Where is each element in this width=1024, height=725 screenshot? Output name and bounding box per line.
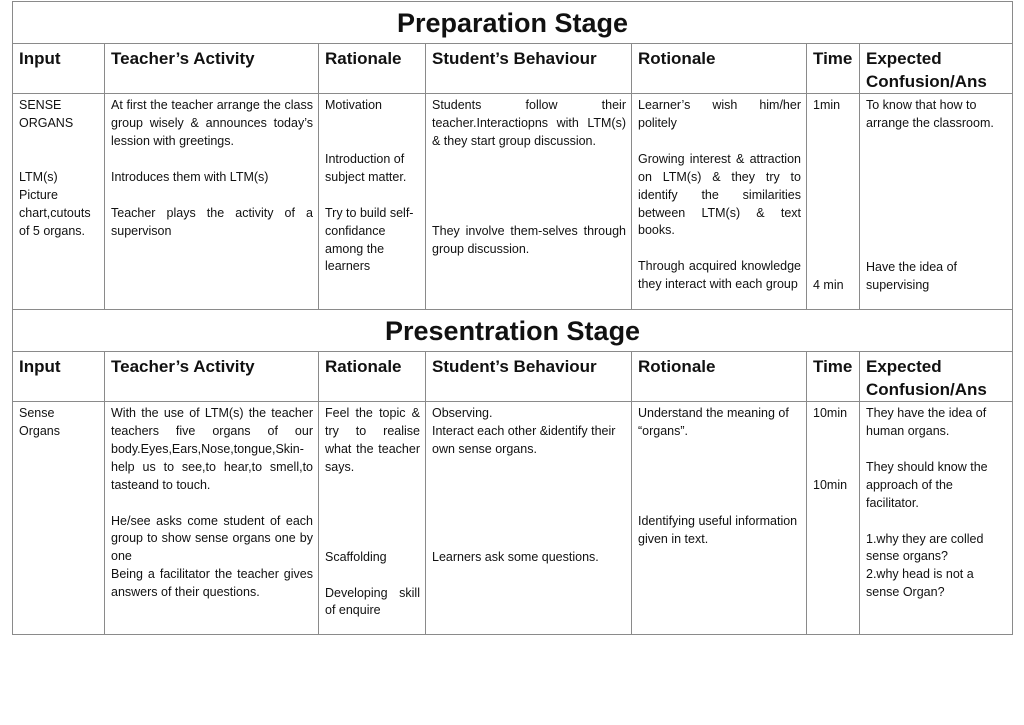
- lesson-plan-table: [12, 1, 1013, 635]
- header-input: Input: [13, 352, 105, 402]
- prep-input-line: of 5 organs.: [19, 223, 86, 238]
- prep-rotionale-text: Learner’s wish him/her politely: [638, 98, 801, 130]
- presentation-header-row: [13, 352, 1013, 402]
- header-rationale: Rationale: [319, 44, 426, 94]
- pres-teacher-text: With the use of LTM(s) the teacher teachers five organs of our body.Eyes,Ears,Nose,tongue,Skin- help us to see,to hear,to smell,to tasteand to touch.: [111, 406, 313, 492]
- pres-expected-text: They should know the approach of the facilitator.: [866, 459, 988, 510]
- header-students-behaviour: Student’s Behaviour: [426, 44, 632, 94]
- header-teachers-activity: Teacher’s Activity: [105, 352, 319, 402]
- prep-expected-cell: [860, 94, 1013, 310]
- pres-teacher-text: He/see asks come student of each group to show sense organs one by one: [111, 513, 313, 564]
- prep-input-cell: [13, 94, 105, 310]
- prep-input-line: SENSE: [19, 98, 62, 112]
- pres-rotionale-cell: [632, 402, 807, 635]
- preparation-stage-title: Preparation Stage: [13, 2, 1013, 44]
- pres-teacher-cell: [105, 402, 319, 635]
- pres-rotionale-text: Understand the meaning of “organs”.: [638, 406, 789, 438]
- pres-input-line: Organs: [19, 423, 60, 438]
- header-rationale: Rationale: [319, 352, 426, 402]
- pres-rotionale-text: Identifying useful information given in text.: [638, 513, 798, 546]
- prep-teacher-text: Introduces them with LTM(s): [111, 169, 269, 184]
- pres-student-text: Observing.: [432, 406, 493, 420]
- presentation-content-row: [13, 402, 1013, 635]
- pres-student-text: Interact each other &identify their own sense organs.: [432, 423, 616, 456]
- pres-time-text: 10min: [813, 477, 848, 492]
- pres-input-line: Sense: [19, 406, 55, 420]
- prep-rationale-text: Introduction of subject matter.: [325, 151, 407, 184]
- prep-rationale-cell: [319, 94, 426, 310]
- header-teachers-activity: Teacher’s Activity: [105, 44, 319, 94]
- prep-time-text: 1min: [813, 98, 841, 112]
- pres-time-cell: [807, 402, 860, 635]
- prep-rotionale-text: Growing interest & attraction on LTM(s) & they try to identify the similarities between LTM(s) & text books.: [638, 151, 801, 238]
- prep-time-cell: [807, 94, 860, 310]
- pres-student-cell: [426, 402, 632, 635]
- prep-rationale-text: Motivation: [325, 98, 382, 112]
- prep-rotionale-cell: [632, 94, 807, 310]
- prep-input-line: LTM(s): [19, 169, 58, 184]
- preparation-content-row: [13, 94, 1013, 310]
- prep-student-cell: [426, 94, 632, 310]
- prep-input-line: ORGANS: [19, 115, 74, 130]
- header-students-behaviour: Student’s Behaviour: [426, 352, 632, 402]
- prep-time-text: 4 min: [813, 277, 844, 292]
- header-expected: Expected Confusion/Ans: [860, 352, 1013, 402]
- pres-expected-text: They have the idea of human organs.: [866, 406, 987, 438]
- prep-student-text: They involve them-selves through group discussion.: [432, 223, 626, 256]
- pres-input-cell: [13, 402, 105, 635]
- header-expected: Expected Confusion/Ans: [860, 44, 1013, 94]
- pres-rationale-cell: [319, 402, 426, 635]
- header-rotionale: Rotionale: [632, 44, 807, 94]
- pres-time-text: 10min: [813, 406, 848, 420]
- header-time: Time: [807, 352, 860, 402]
- pres-expected-text: 1.why they are colled sense organs?: [866, 531, 984, 564]
- prep-student-text: Students follow their teacher.Interactiopns with LTM(s) & they start group discussion.: [432, 98, 626, 148]
- prep-teacher-text: Teacher plays the activity of a supervison: [111, 205, 313, 238]
- header-time: Time: [807, 44, 860, 94]
- prep-expected-text: Have the idea of supervising: [866, 259, 958, 292]
- prep-teacher-text: At first the teacher arrange the class group wisely & announces today’s lession with greetings.: [111, 98, 313, 148]
- preparation-header-row: [13, 44, 1013, 94]
- pres-rationale-text: Scaffolding: [325, 549, 387, 564]
- pres-rationale-text: Developing skill of enquire: [325, 585, 420, 618]
- header-input: Input: [13, 44, 105, 94]
- pres-teacher-text: Being a facilitator the teacher gives answers of their questions.: [111, 567, 313, 600]
- prep-expected-text: To know that how to arrange the classroom.: [866, 98, 994, 130]
- pres-expected-text: 2.why head is not a sense Organ?: [866, 567, 974, 600]
- prep-teacher-cell: [105, 94, 319, 310]
- pres-expected-cell: [860, 402, 1013, 635]
- header-rotionale: Rotionale: [632, 352, 807, 402]
- prep-input-line: Picture: [19, 187, 58, 202]
- prep-rotionale-text: Through acquired knowledge they interact with each group: [638, 259, 801, 292]
- presentation-stage-title: Presentration Stage: [13, 310, 1013, 352]
- pres-student-text: Learners ask some questions.: [432, 549, 599, 564]
- pres-rationale-text: Feel the topic & try to realise what the teacher says.: [325, 406, 420, 474]
- prep-rationale-text: Try to build self-confidance among the learners: [325, 205, 414, 274]
- prep-input-line: chart,cutouts: [19, 205, 91, 220]
